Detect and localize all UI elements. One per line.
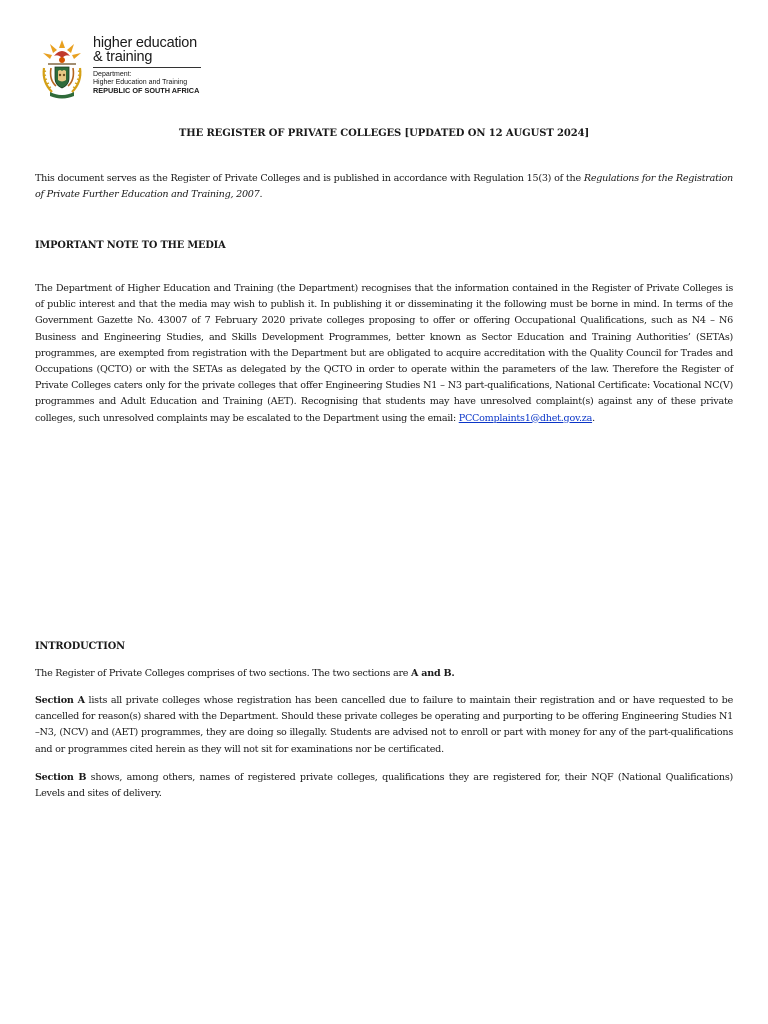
media-note-end: . (592, 412, 595, 424)
brand-line-1: higher education (93, 35, 198, 51)
country-name: REPUBLIC OF SOUTH AFRICA (93, 86, 200, 95)
department-name: Higher Education and Training (93, 79, 188, 86)
brand-divider (93, 67, 201, 68)
complaints-email-link[interactable]: PCComplaints1@dhet.gov.za (458, 412, 593, 424)
sections-names: A and B. (411, 668, 455, 679)
coat-of-arms-icon (38, 38, 86, 100)
document-title: THE REGISTER OF PRIVATE COLLEGES [UPDATED ON 12 AUGUST 2024] (178, 128, 590, 139)
section-a-text: lists all private colleges whose registration has been cancelled due to failure to maintain their registration and or have requested to be cancelled for reason(s) shared with the Department. Should these private colleges be operating and purporting to be offering Engineering Studies N1 –N3, (NCV) and (AET) programmes, they are doing so illegally. Students are advised not to enroll or part with money for any of the part-qualifications and or programmes cited herein as they will not sit for examinations nor be certificated. (35, 695, 733, 755)
section-b-label: Section B (35, 772, 87, 783)
sections-text: The Register of Private Colleges comprises of two sections. The two sections are (35, 668, 412, 679)
section-a-paragraph (35, 693, 733, 758)
intro-paragraph (35, 171, 733, 203)
section-b-text: shows, among others, names of registered private colleges, qualifications they are registered for, their NQF (National Qualifications) Levels and sites of delivery. (35, 772, 733, 800)
section-a-label: Section A (35, 695, 85, 706)
sections-paragraph (35, 666, 733, 682)
department-label: Department: (93, 71, 132, 78)
section-b-paragraph (35, 770, 733, 802)
intro-text: This document serves as the Register of Private Colleges and is published in accordance with Regulation 15(3) of the (35, 173, 584, 184)
department-name-block (93, 36, 263, 95)
letterhead (38, 36, 228, 102)
media-note-paragraph (35, 281, 733, 427)
media-note-text: The Department of Higher Education and Training (the Department) recognises that the information contained in the Register of Private Colleges is of public interest and that the media may wish to publish it. In publishing it or disseminating it the following must be borne in mind. In terms of the Government Gazette No. 43007 of 7 February 2020 private colleges proposing to offer or offering Occupational Qualifications, such as N4 – N6 Business and Engineering Studies, and Skills Development Programmes, better known as Sector Education and Training Authorities’ (SETAs) programmes, are exempted from registration with the Department but are obligated to acquire accreditation with the Quality Council for Trades and Occupations (QCTO) or with the SETAs as delegated by the QCTO in order to operate within the parameters of the law. Therefore the Register of Private Colleges caters only for the private colleges that offer Engineering Studies N1 – N3 part-qualifications, National Certificate: Vocational NC(V) programmes and Adult Education and Training (AET). Recognising that students may have unresolved complaint(s) against any of these private colleges, such unresolved complaints may be escalated to the Department using the email: (35, 283, 733, 424)
brand-line-2: & training (93, 49, 153, 65)
regulations-title: Regulations for the Registration of Private Further Education and Training, 2007 (35, 173, 733, 201)
intro-end: . (259, 189, 263, 201)
media-note-heading: IMPORTANT NOTE TO THE MEDIA (35, 240, 226, 251)
introduction-heading: INTRODUCTION (35, 641, 125, 652)
